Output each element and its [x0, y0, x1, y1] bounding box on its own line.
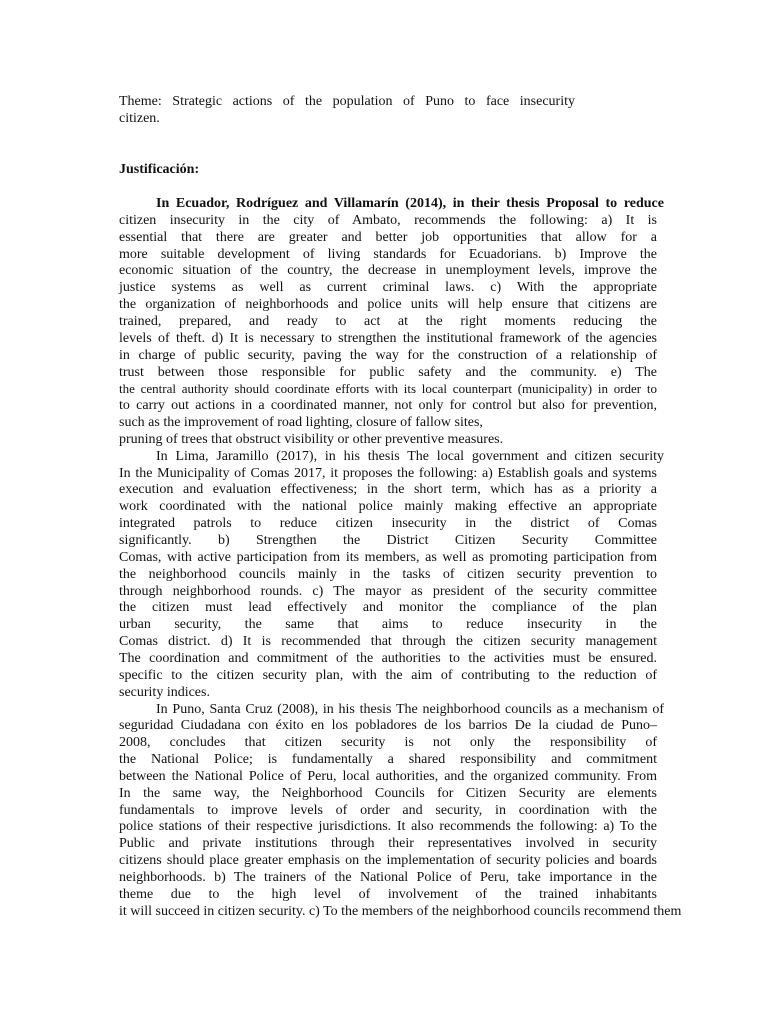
body-line: seguridad Ciudadana con éxito en los pobladores de los barrios De la ciudad de Puno–: [119, 718, 657, 734]
body-line: Public and private institutions through their representatives involved in security: [119, 836, 657, 852]
theme-line: Theme: Strategic actions of the population of Puno to face insecurity: [119, 94, 575, 109]
body-line: in charge of public security, paving the way for the construction of a relationship of: [119, 347, 657, 363]
body-line: the neighborhood councils mainly in the tasks of citizen security prevention to: [119, 566, 657, 582]
body-line: 2008, concludes that citizen security is not only the responsibility of: [119, 735, 657, 751]
body-line: Comas district. d) It is recommended that through the citizen security management: [119, 634, 657, 650]
body-line: police stations of their respective jurisdictions. It also recommends the following: a) To the: [119, 819, 657, 835]
body-line: citizens should place greater emphasis on the implementation of security policies and boards: [119, 853, 657, 869]
body-line: it will succeed in citizen security. c) To the members of the neighborhood councils recommend them: [119, 903, 682, 919]
body-line: trust between those responsible for public safety and the community. e) The: [119, 364, 657, 380]
body-line: through neighborhood rounds. c) The mayor as president of the security committee: [119, 583, 657, 599]
body-line: more suitable development of living standards for Ecuadorians. b) Improve the: [119, 246, 657, 262]
body-line: to carry out actions in a coordinated manner, not only for control but also for prevention,: [119, 398, 657, 414]
body-line: integrated patrols to reduce citizen insecurity in the district of Comas: [119, 516, 657, 532]
body-line: the central authority should coordinate efforts with its local counterpart (municipality) in order to: [119, 381, 657, 397]
section-heading: Justificación:: [119, 162, 200, 177]
body-line: In Ecuador, Rodríguez and Villamarín (2014), in their thesis Proposal to reduce: [156, 196, 664, 211]
body-line: between the National Police of Peru, local authorities, and the organized community. From: [119, 768, 657, 784]
body-line: theme due to the high level of involvement of the trained inhabitants: [119, 886, 657, 902]
body-line: The coordination and commitment of the authorities to the activities must be ensured.: [119, 650, 657, 666]
body-line: trained, prepared, and ready to act at the right moments reducing the: [119, 313, 657, 329]
body-line: neighborhoods. b) The trainers of the National Police of Peru, take importance in the: [119, 870, 657, 885]
theme-line: citizen.: [119, 111, 160, 126]
body-line: essential that there are greater and better job opportunities that allow for a: [119, 229, 657, 245]
body-line: In the same way, the Neighborhood Councils for Citizen Security are elements: [119, 785, 657, 801]
body-line: the citizen must lead effectively and monitor the compliance of the plan: [119, 600, 657, 616]
body-line: In Lima, Jaramillo (2017), in his thesis The local government and citizen security: [156, 448, 664, 464]
body-line: In Puno, Santa Cruz (2008), in his thesis The neighborhood councils as a mechanism of: [156, 701, 664, 717]
body-line: such as the improvement of road lighting, closure of fallow sites,: [119, 415, 483, 431]
body-line: the organization of neighborhoods and police units will help ensure that citizens are: [119, 297, 657, 313]
body-line: pruning of trees that obstruct visibility or other preventive measures.: [119, 431, 504, 447]
body-line: economic situation of the country, the decrease in unemployment levels, improve the: [119, 263, 657, 279]
body-line: work coordinated with the national police mainly making effective an appropriate: [119, 499, 657, 515]
body-line: the National Police; is fundamentally a shared responsibility and commitment: [119, 752, 657, 768]
body-line: In the Municipality of Comas 2017, it proposes the following: a) Establish goals and systems: [119, 465, 657, 481]
body-line: significantly. b) Strengthen the District Citizen Security Committee: [119, 533, 657, 548]
body-line: Comas, with active participation from its members, as well as promoting participation from: [119, 549, 657, 565]
body-line: specific to the citizen security plan, with the aim of contributing to the reduction of: [119, 667, 657, 683]
body-line: urban security, the same that aims to reduce insecurity in the: [119, 617, 657, 633]
body-line: security indices.: [119, 684, 210, 700]
body-line: fundamentals to improve levels of order and security, in coordination with the: [119, 802, 657, 818]
body-line: citizen insecurity in the city of Ambato, recommends the following: a) It is: [119, 212, 657, 228]
body-line: execution and evaluation effectiveness; in the short term, which has as a priority a: [119, 482, 657, 498]
body-line: levels of theft. d) It is necessary to strengthen the institutional framework of the agencies: [119, 330, 657, 346]
body-line: justice systems as well as current criminal laws. c) With the appropriate: [119, 280, 657, 296]
